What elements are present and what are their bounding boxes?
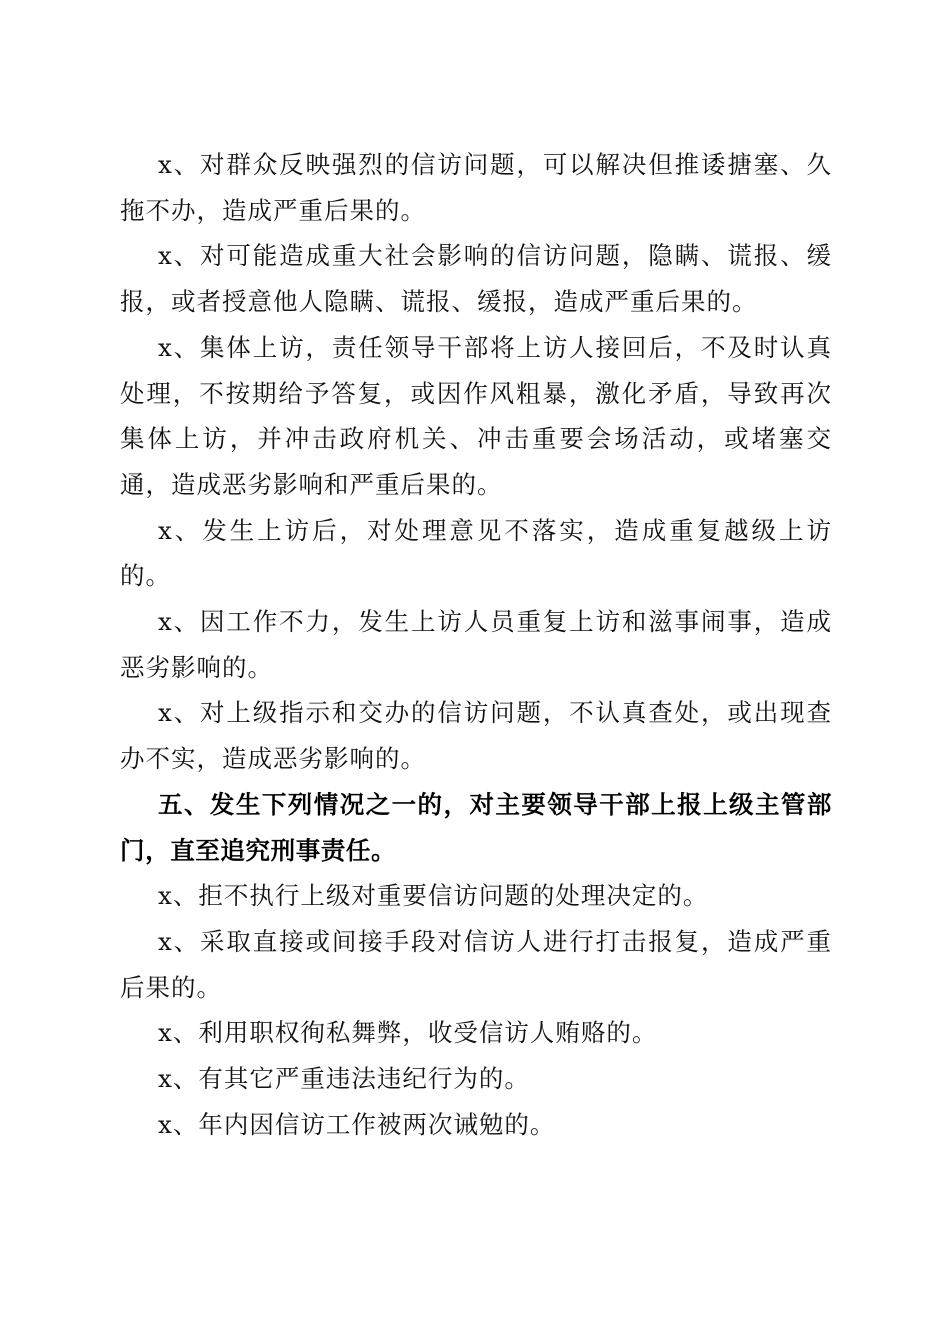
section-heading: 五、发生下列情况之一的，对主要领导干部上报上级主管部门，直至追究刑事责任。 (120, 789, 832, 865)
list-item: x、拒不执行上级对重要信访问题的处理决定的。 (158, 881, 709, 911)
list-item: x、对上级指示和交办的信访问题，不认真查处，或出现查办不实，造成恶劣影响的。 (120, 698, 832, 774)
list-item: x、年内因信访工作被两次诫勉的。 (158, 1109, 556, 1139)
list-item: x、集体上访，责任领导干部将上访人接回后，不及时认真处理，不按期给予答复，或因作风粗暴，激化矛盾，导致再次集体上访，并冲击政府机关、冲击重要会场活动，或堵塞交通，造成恶劣影响和严重后果的。 (120, 332, 832, 499)
list-item: x、采取直接或间接手段对信访人进行打击报复，造成严重后果的。 (120, 926, 832, 1002)
document-body (120, 142, 832, 1147)
list-item: x、有其它严重违法违纪行为的。 (158, 1064, 530, 1094)
list-item: x、发生上访后，对处理意见不落实，造成重复越级上访的。 (120, 515, 832, 591)
list-item: x、利用职权徇私舞弊，收受信访人贿赂的。 (158, 1018, 658, 1048)
list-item: x、对可能造成重大社会影响的信访问题，隐瞒、谎报、缓报，或者授意他人隐瞒、谎报、缓报，造成严重后果的。 (120, 241, 832, 317)
list-item: x、对群众反映强烈的信访问题，可以解决但推诿搪塞、久拖不办，造成严重后果的。 (120, 150, 832, 225)
list-item: x、因工作不力，发生上访人员重复上访和滋事闹事，造成恶劣影响的。 (120, 607, 832, 682)
